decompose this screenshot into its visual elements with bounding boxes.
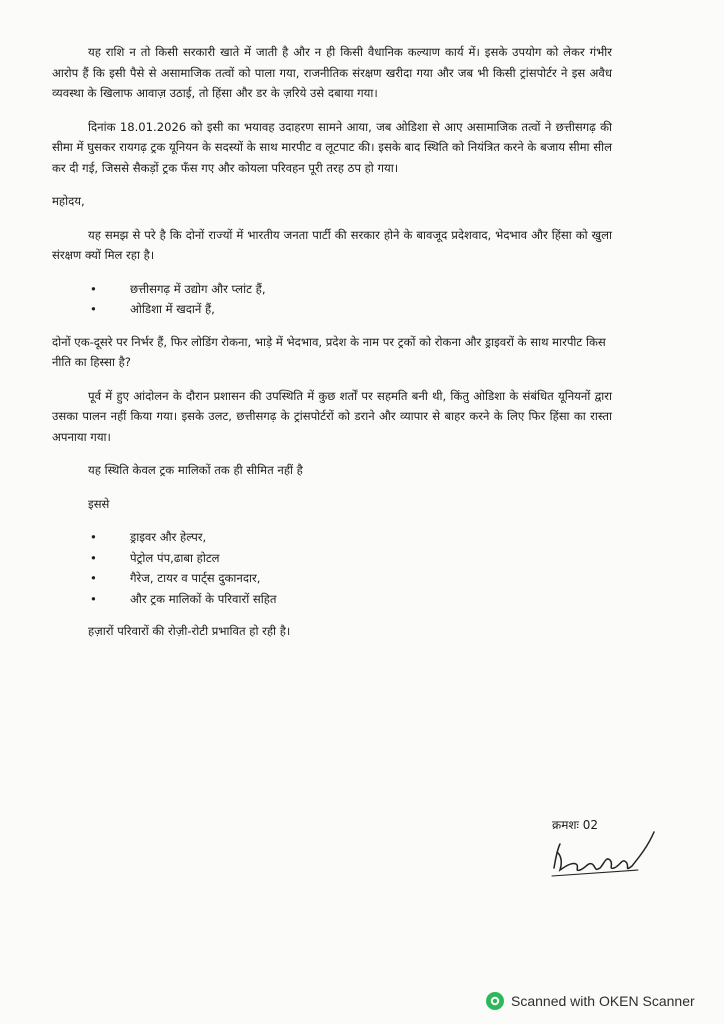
paragraph-dependency: दोनों एक-दूसरे पर निर्भर हैं, फिर लोडिंग रोकना, भाड़े में भेदभाव, प्रदेश के नाम पर ट्रकों को रोकना और ड्राइवरों के साथ मारपीट किस नीति का हिस्सा है?: [52, 334, 606, 369]
bullet-icon: •: [90, 550, 97, 565]
scanner-label: Scanned with OKEN Scanner: [511, 993, 695, 1009]
list-item: • छत्तीसगढ़ में उद्योग और प्लांट हैं,: [52, 279, 612, 300]
list-item: • और ट्रक मालिकों के परिवारों सहित: [52, 589, 612, 610]
letter-body: [52, 42, 612, 655]
paragraph-families: हज़ारों परिवारों की रोज़ी-रोटी प्रभावित हो रही है।: [88, 624, 291, 638]
bullet-icon: •: [90, 530, 97, 544]
paragraph-fund-misuse: यह राशि न तो किसी सरकारी खाते में जाती है और न ही किसी वैधानिक कल्याण कार्य में। इसके उपयोग को लेकर गंभीर आरोप हैं कि इसी पैसे से असामाजिक तत्वों को पाला गया, राजनीतिक संरक्षण खरीदा गया और जब भी किसी ट्रांसपोर्टर ने इस अवैध व्यवस्था के खिलाफ आवाज़ उठाई, तो हिंसा और डर के ज़रिये उसे दबाया गया।: [52, 45, 612, 100]
list-item: • पेट्रोल पंप,ढाबा होटल: [52, 548, 612, 569]
paragraph-incident: दिनांक 18.01.2026 को इसी का भयावह उदाहरण सामने आया, जब ओडिशा से आए असामाजिक तत्वों ने छत्तीसगढ़ की सीमा में घुसकर रायगढ़ ट्रक यूनियन के सदस्यों के साथ मारपीट व लूटपाट की। इसके बाद स्थिति को नियंत्रित करने के बजाय सीमा सील कर दी गई, जिससे सैकड़ों ट्रक फँस गए और कोयला परिवहन पूरी तरह ठप हो गया।: [52, 119, 612, 175]
paragraph-affected-intro: इससे: [88, 496, 110, 511]
salutation: महोदय,: [52, 194, 85, 208]
list-item: • ड्राइवर और हेल्पर,: [52, 527, 612, 548]
bullet-icon: •: [90, 571, 97, 585]
signature-icon: [548, 826, 658, 882]
bullet-icon: •: [90, 281, 97, 296]
paragraph-scope: यह स्थिति केवल ट्रक मालिकों तक ही सीमित नहीं है: [88, 463, 303, 477]
bullet-icon: •: [90, 591, 97, 606]
paragraph-agreement: पूर्व में हुए आंदोलन के दौरान प्रशासन की उपस्थिति में कुछ शर्तों पर सहमति बनी थी, किंतु ओडिशा के संबंधित यूनियनों द्वारा उसका पालन नहीं किया गया। इसके उलट, छत्तीसगढ़ के ट्रांसपोर्टरों को डराने और व्यापार से बाहर करने के लिए फिर हिंसा का रास्ता अपनाया गया।: [52, 388, 612, 444]
scanner-watermark: [486, 992, 695, 1010]
bullet-list-states: [52, 279, 612, 320]
bullet-icon: •: [90, 302, 97, 316]
bullet-list-affected: [52, 527, 612, 609]
list-item: • ओडिशा में खदानें हैं,: [52, 299, 612, 320]
list-item: • गैरेज, टायर व पार्ट्स दुकानदार,: [52, 568, 612, 589]
scanner-logo-icon: [486, 992, 504, 1010]
continuation-mark: क्रमशः 02: [552, 818, 599, 832]
paragraph-question: यह समझ से परे है कि दोनों राज्यों में भारतीय जनता पार्टी की सरकार होने के बावजूद प्रदेशवाद, भेदभाव और हिंसा को खुला संरक्षण क्यों मिल रहा है।: [52, 227, 612, 262]
